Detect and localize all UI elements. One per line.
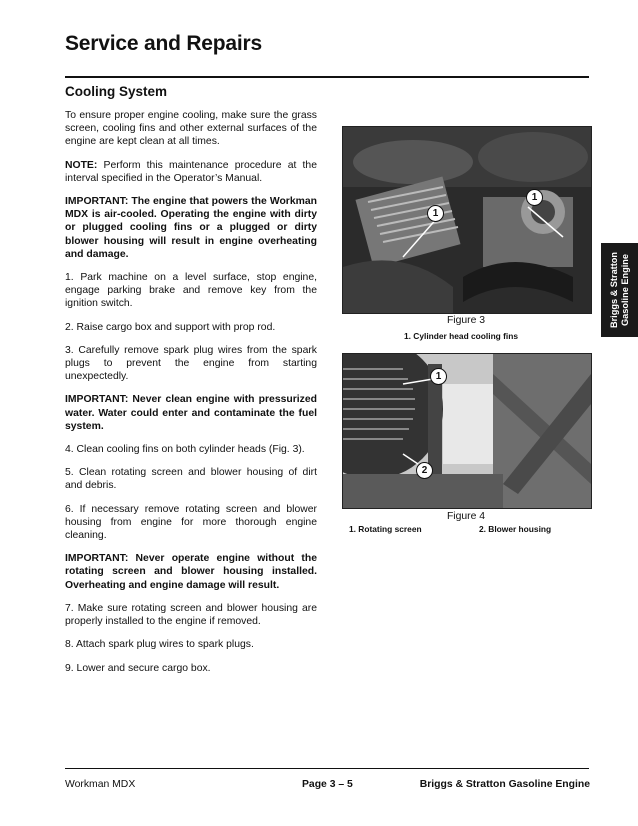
callout-2: 2 xyxy=(416,462,433,479)
chapter-side-tab xyxy=(601,243,638,337)
important-paragraph: IMPORTANT: Never operate engine without the rotating screen and blower housing installed. Overheating and engine damage will result. xyxy=(65,553,317,591)
step: 8. Attach spark plug wires to spark plugs. xyxy=(65,639,254,651)
step: 6. If necessary remove rotating screen and blower housing from engine for more thorough engine cleaning. xyxy=(65,503,317,542)
note-lead: NOTE: xyxy=(65,159,98,171)
section-title: Cooling System xyxy=(65,84,168,99)
important-paragraph: IMPORTANT: The engine that powers the Workman MDX is air-cooled. Operating the engine with dirty or plugged cooling fins or a plugged or dirty blower housing will result in engine overheating and damage. xyxy=(65,196,317,260)
engine-photo xyxy=(343,127,591,313)
note-text: Perform this maintenance procedure at the interval specified in the Operator’s Manual. xyxy=(65,159,317,184)
figure-3-legend: 1. Cylinder head cooling fins xyxy=(404,331,519,341)
header-rule xyxy=(65,76,589,78)
figure-4-legend-2: 2. Blower housing xyxy=(479,524,552,534)
footer-rule xyxy=(65,768,589,769)
figure-4-legend-1: 1. Rotating screen xyxy=(349,524,422,534)
body-text xyxy=(65,109,317,685)
figure-4-caption: Figure 4 xyxy=(446,511,486,522)
step: 2. Raise cargo box and support with prop rod. xyxy=(65,321,276,333)
figure-3-photo xyxy=(342,126,592,314)
side-tab-line-1: Briggs & Stratton xyxy=(608,251,619,329)
callout-1: 1 xyxy=(430,368,447,385)
step: 3. Carefully remove spark plug wires from the spark plugs to prevent the engine from starting unexpectedly. xyxy=(65,344,317,383)
page-number: Page 3 – 5 xyxy=(302,779,353,790)
note-paragraph xyxy=(65,159,317,185)
important-paragraph: IMPORTANT: Never clean engine with pressurized water. Water could enter and contaminate the fuel system. xyxy=(65,394,317,432)
step: 9. Lower and secure cargo box. xyxy=(65,662,211,674)
step: 5. Clean rotating screen and blower housing of dirt and debris. xyxy=(65,467,317,492)
callout-1: 1 xyxy=(427,205,444,222)
step: 7. Make sure rotating screen and blower housing are properly installed to the engine if removed. xyxy=(65,602,317,628)
footer-left: Workman MDX xyxy=(65,779,136,790)
paragraph: To ensure proper engine cooling, make sure the grass screen, cooling fins and other external surfaces of the engine are kept clean at all times. xyxy=(65,110,317,148)
callout-1: 1 xyxy=(526,189,543,206)
footer-right: Briggs & Stratton Gasoline Engine xyxy=(419,779,590,790)
side-tab-line-2: Gasoline Engine xyxy=(619,254,630,326)
step: 1. Park machine on a level surface, stop engine, engage parking brake and remove key from the ignition switch. xyxy=(65,272,317,310)
step: 4. Clean cooling fins on both cylinder heads (Fig. 3). xyxy=(65,444,305,456)
figure-3-caption: Figure 3 xyxy=(446,315,486,326)
blower-photo xyxy=(343,354,591,508)
page-title: Service and Repairs xyxy=(65,32,262,55)
figure-4-photo xyxy=(342,353,592,509)
